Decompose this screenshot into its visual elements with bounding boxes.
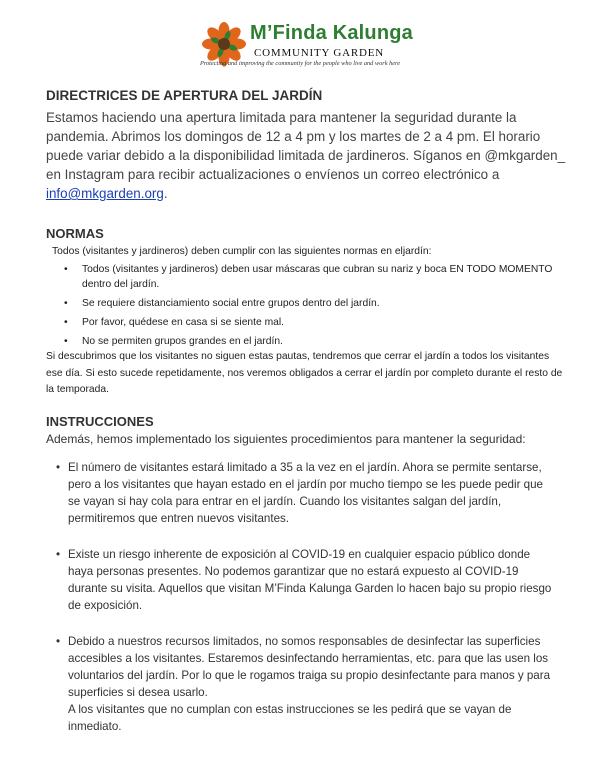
instrucciones-list [56,459,556,735]
list-item-text: A los visitantes que no cumplan con estas instrucciones se les pedirá que se vayan de inmediato. [68,703,512,733]
normas-list [62,262,562,353]
tagline: Protecting and improving the community for the people who live and work here [199,60,401,67]
list-item: • Todos (visitantes y jardineros) deben usar máscaras que cubran su nariz y boca EN TODO MOMENTO dentro del jardín. [62,262,562,292]
intro-end: . [163,186,168,201]
normas-warning: Si descubrimos que los visitantes no siguen estas pautas, tendremos que cerrar el jardín a todos los visitantes ese día. Si esto sucede repetidamente, nos veremos obligados a cerrar el jardín por completo durante el resto de la temporada. [46,351,563,395]
list-item-text: • Debido a nuestros recursos limitados, no somos responsables de desinfectar las superficies accesibles a los visitantes. Estaremos desinfectando herramientas, etc. para que las usen los voluntarios del jardín. Por lo que le rogamos traiga su propio desinfectante para manos y para superficies si desea usarlo. [68,635,551,699]
intro-text: Estamos haciendo una apertura limitada para mantener la seguridad durante la pandemia. Abrimos los domingos de 12 a 4 pm y los martes de 2 a 4 pm. El horario puede variar debido a la disponibilidad limitada de jardineros. Síganos en @mkgarden_ en Instagram para recibir actualizaciones o envíenos un correo electrónico a [46,110,566,182]
email-link[interactable]: info@mkgarden.org [46,186,164,201]
list-item: • No se permiten grupos grandes en el jardín. [62,334,562,349]
normas-heading: NORMAS [46,226,104,241]
logo-subtitle: COMMUNITY GARDEN [254,47,385,59]
list-item [56,633,556,735]
normas-intro: Todos (visitantes y jardineros) deben cumplir con las siguientes normas en eljardín: [52,246,432,257]
list-item: • Existe un riesgo inherente de exposición al COVID-19 en cualquier espacio público donde haya personas presentes. No podemos garantizar que no estará expuesto al COVID-19 durante su visita. Aquellos que visitan M’Finda Kalunga Garden lo hacen bajo su propio riesgo de exposición. [56,546,556,614]
instrucciones-heading: INSTRUCCIONES [46,414,154,429]
list-item: • Se requiere distanciamiento social entre grupos dentro del jardín. [62,296,562,311]
intro-paragraph [46,108,566,203]
page-title: DIRECTRICES DE APERTURA DEL JARDÍN [46,88,323,103]
instrucciones-intro: Además, hemos implementado los siguientes procedimientos para mantener la seguridad: [46,432,526,446]
list-item: • El número de visitantes estará limitado a 35 a la vez en el jardín. Ahora se permite sentarse, pero a los visitantes que hayan estado en el jardín por mucho tiempo se les puede pedir que se vayan si hay cola para entrar en el jardín. Cuando los visitantes salgan del jardín, permitiremos que entren nuevos visitantes. [56,459,556,527]
list-item: • Por favor, quédese en casa si se siente mal. [62,315,562,330]
logo-title: M’Finda Kalunga [250,22,413,44]
